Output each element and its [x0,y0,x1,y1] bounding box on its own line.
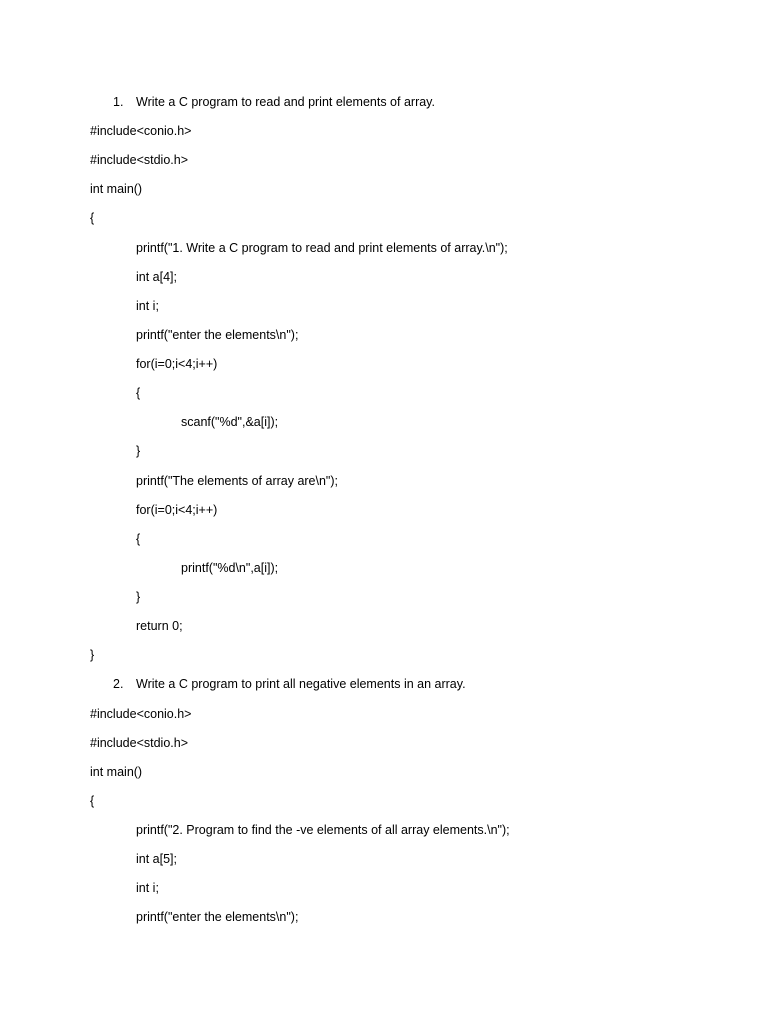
code-line: for(i=0;i<4;i++) [136,503,218,517]
code-line: printf("2. Program to find the -ve elements of all array elements.\n"); [136,823,510,837]
code-line: for(i=0;i<4;i++) [136,357,218,371]
code-line: int a[5]; [136,852,177,866]
code-line: { [136,386,141,400]
code-line: scanf("%d",&a[i]); [181,415,279,429]
code-line: #include<conio.h> [90,707,192,721]
section-heading: Write a C program to print all negative elements in an array. [136,677,466,691]
code-line: printf("enter the elements\n"); [136,328,299,342]
code-line: int a[4]; [136,270,177,284]
code-line: printf("enter the elements\n"); [136,910,299,924]
code-line: return 0; [136,619,183,633]
list-number: 1. [113,95,124,109]
code-line: printf("%d\n",a[i]); [181,561,279,575]
code-line: { [136,532,141,546]
code-line: int i; [136,299,159,313]
code-line: { [90,794,95,808]
code-line: int i; [136,881,159,895]
code-line: int main() [90,765,143,779]
code-line: #include<stdio.h> [90,736,188,750]
code-line: #include<stdio.h> [90,153,188,167]
code-line: } [136,590,141,604]
code-line: } [90,648,95,662]
code-line: printf("The elements of array are\n"); [136,474,339,488]
section-heading: Write a C program to read and print elements of array. [136,95,435,109]
code-line: } [136,444,141,458]
code-line: #include<conio.h> [90,124,192,138]
list-number: 2. [113,677,124,691]
code-line: printf("1. Write a C program to read and print elements of array.\n"); [136,241,508,255]
code-line: int main() [90,182,143,196]
code-line: { [90,211,95,225]
